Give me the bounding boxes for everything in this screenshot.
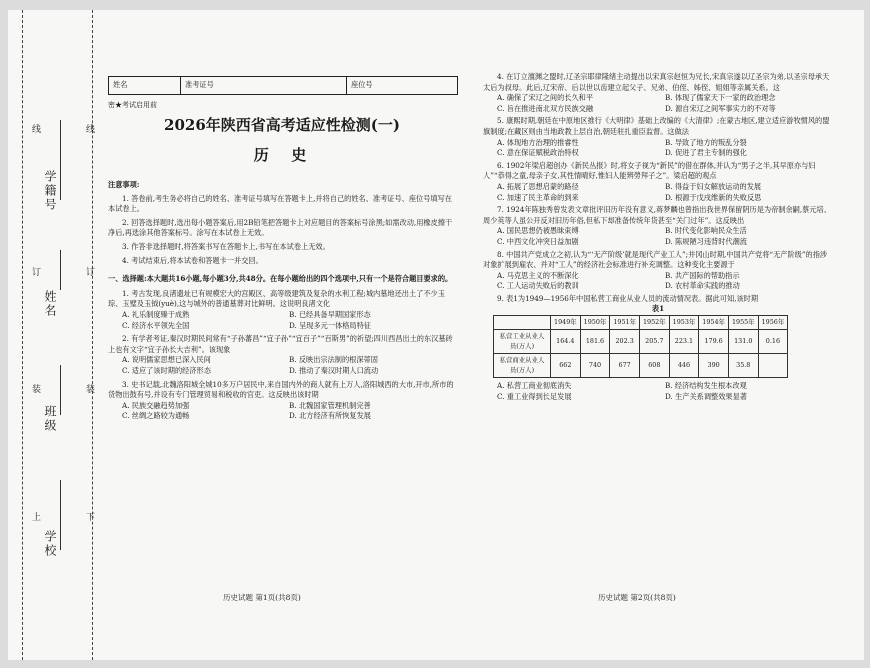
option-b[interactable]: B. 经济结构发生根本改观 bbox=[665, 381, 747, 391]
option-d[interactable]: D. 生产关系调整效果显著 bbox=[665, 391, 747, 401]
option-d[interactable]: D. 促进了君主专制的强化 bbox=[665, 148, 747, 158]
cut-mark-zhuang-right: 装 bbox=[86, 385, 96, 395]
info-exam-no-cell[interactable]: 准考证号 bbox=[181, 77, 347, 94]
question-stem: 6. 1902年梁启超创办《新民丛报》时,将女子视为“新民”的借在群体,并认为“男子之半,其早原亦与妇人”“恭得之童,母亲子女,其性情晴好,惟妇人能辨勞拜子之”。梁启超的观点 bbox=[483, 160, 816, 181]
left-column bbox=[108, 180, 456, 422]
cut-mark-line-right: 线 bbox=[86, 125, 96, 135]
option-c[interactable]: C. 丝绸之路较为通畅 bbox=[122, 411, 190, 421]
cut-mark-zhuang-left: 装 bbox=[32, 385, 42, 395]
cut-mark-line-left: 线 bbox=[32, 125, 42, 135]
option-c[interactable]: C. 工人运动失败后的教训 bbox=[497, 281, 579, 291]
cut-line-outer bbox=[22, 10, 23, 660]
fill-line-1 bbox=[60, 120, 61, 200]
name-label: 姓名 bbox=[43, 290, 57, 318]
table-year-cell: 1953年 bbox=[669, 316, 699, 330]
employment-table bbox=[493, 315, 788, 378]
option-a[interactable]: A. 体现地方治理的推睿性 bbox=[497, 137, 579, 147]
fill-line-2 bbox=[60, 250, 61, 290]
table-year-cell: 1951年 bbox=[610, 316, 640, 330]
right-column bbox=[483, 72, 833, 402]
question-9 bbox=[483, 294, 833, 402]
table-cell: 740 bbox=[580, 353, 610, 377]
option-d[interactable]: D. 呈现多元一体格局特征 bbox=[289, 320, 371, 330]
table-cell: 390 bbox=[699, 353, 729, 377]
option-b[interactable]: B. 共产国际的帮助指示 bbox=[665, 270, 740, 280]
question-8 bbox=[483, 250, 833, 292]
section-1-heading: 一、选择题:本大题共16小题,每小题3分,共48分。在每小题给出的四个选项中,只有一个是符合题目要求的。 bbox=[108, 274, 453, 284]
option-b[interactable]: B. 体现了儒家天下一家的政治理念 bbox=[665, 93, 776, 103]
question-7 bbox=[483, 205, 833, 247]
option-b[interactable]: B. 已经具备早期国家形态 bbox=[289, 309, 371, 319]
table-year-cell: 1956年 bbox=[758, 316, 788, 330]
option-c[interactable]: C. 加速了民主革命的到来 bbox=[497, 192, 579, 202]
option-c[interactable]: C. 旨在推进南北双方民族交融 bbox=[497, 103, 594, 113]
table-row bbox=[494, 329, 788, 353]
option-d[interactable]: D. 推动了秦汉时期人口流动 bbox=[289, 365, 379, 375]
table-corner-cell bbox=[494, 316, 551, 330]
table-cell: 35.8 bbox=[728, 353, 758, 377]
table-year-cell: 1950年 bbox=[580, 316, 610, 330]
option-b[interactable]: B. 得益于妇女解放运动的发展 bbox=[665, 181, 762, 191]
binding-margin bbox=[8, 10, 104, 660]
option-b[interactable]: B. 导致了地方的叛乱分裂 bbox=[665, 137, 747, 147]
option-d[interactable]: D. 农村革命实践的推动 bbox=[665, 281, 740, 291]
cut-mark-ding-left: 订 bbox=[32, 268, 42, 278]
fill-line-4 bbox=[60, 480, 61, 550]
question-stem: 1. 考古发现,良渚遗址已有规模宏大的宫殿区、高等级建筑及复杂的水利工程;城内墓地还出土了不少玉琮、玉璧及玉钺(yuè),这与城外的普通墓葬对比鲜明。这说明良渚文化 bbox=[108, 288, 445, 309]
notice-3: 3. 作答非选择题时,将答案书写在答题卡上,书写在本试卷上无效。 bbox=[122, 241, 330, 251]
question-stem: 2. 有学者考证,秦汉时期民间常有“子孙蕃昌”“宜子孙”“宜百子”“百斯男”的祈望;四川西昌出土的东汉墓砖上也有文字“宜子孙长大吉利”。该现象 bbox=[108, 334, 453, 354]
table-cell bbox=[758, 353, 788, 377]
option-c[interactable]: C. 经济水平领先全国 bbox=[122, 320, 190, 330]
table-cell: 223.1 bbox=[669, 329, 699, 353]
table-cell: 0.16 bbox=[758, 329, 788, 353]
question-2 bbox=[108, 334, 456, 376]
option-c[interactable]: C. 中西文化冲突日益加剧 bbox=[497, 236, 579, 246]
option-d[interactable]: D. 源自宋辽之间军事实力的不对等 bbox=[665, 103, 776, 113]
question-3 bbox=[108, 380, 456, 422]
option-b[interactable]: B. 北魏国家管理机制完善 bbox=[289, 400, 371, 410]
cut-line-inner bbox=[92, 10, 93, 660]
candidate-info-bar bbox=[108, 76, 458, 95]
fill-line-3 bbox=[60, 365, 61, 415]
option-a[interactable]: A. 马克思主义的不断深化 bbox=[497, 270, 579, 280]
exam-title: 2026年陕西省高考适应性检测(一) bbox=[164, 116, 400, 134]
table-year-cell: 1949年 bbox=[551, 316, 581, 330]
notice-title: 注意事项: bbox=[108, 180, 140, 189]
table-cell: 202.3 bbox=[610, 329, 640, 353]
option-d[interactable]: D. 陈规陋习违背时代潮流 bbox=[665, 236, 747, 246]
table-cell: 179.6 bbox=[699, 329, 729, 353]
notice-1: 1. 答卷前,考生务必将自己的姓名、准考证号填写在答题卡上,并将自己的姓名、准考证号、座位号填写在本试卷上。 bbox=[108, 193, 452, 214]
question-4 bbox=[483, 72, 833, 114]
question-stem: 3. 史书记载,北魏洛阳城全城10多万户居民中,来自国内外的商人就有上万人,洛阳城西的大市,开市,所市的货物出鼓有号,并设有专门管理贸易和税收的官吏。这反映出该时期 bbox=[108, 379, 454, 400]
table-year-cell: 1955年 bbox=[728, 316, 758, 330]
student-id-label: 学籍号 bbox=[43, 170, 57, 212]
table-cell: 205.7 bbox=[639, 329, 669, 353]
option-a[interactable]: A. 礼乐制度臻于成熟 bbox=[122, 309, 190, 319]
table-row-label: 私营工业从业人员(万人) bbox=[494, 329, 551, 353]
table-year-cell: 1954年 bbox=[699, 316, 729, 330]
question-stem: 4. 在订立澶渊之盟时,辽圣宗耶律隆绪主动提出以宋真宗赵恒为兄长,宋真宗遂以辽圣宗为弟,以圣宗母承天太后为叔母。此后,辽宋帝、后以世以齿建立起父子、兄弟、伯侄、姊侄、姐姐等亲属关系。这 bbox=[483, 72, 830, 92]
notice-2: 2. 回答选择题时,选出每小题答案后,用2B铅笔把答题卡上对应题目的答案标号涂黑;如需改动,用橡皮擦干净后,再选涂其他答案标号。涂写在本试卷上无效。 bbox=[108, 217, 453, 238]
cut-mark-ding-right: 订 bbox=[86, 268, 96, 278]
table-cell: 662 bbox=[551, 353, 581, 377]
secret-mark: 密★考试启用前 bbox=[108, 101, 157, 109]
footer-page-1: 历史试题 第1页(共8页) bbox=[223, 593, 301, 602]
option-d[interactable]: D. 北方经济有所恢复发展 bbox=[289, 411, 371, 421]
question-stem: 9. 表1为1949—1956年中国私营工商业从业人员的流动情况表。据此可知,该时期 bbox=[497, 293, 759, 303]
option-a[interactable]: A. 确保了宋辽之间的长久和平 bbox=[497, 93, 594, 103]
question-stem: 7. 1924年陈独秀曾发表文章批评旧历年没有意义,蒋梦麟也曾指出我世界保留阴历是为帝制余嗣,蔡元培、周少英等人虽公开反对旧历年俗,但私下却准备传统年货甚至“关门过年”。这反映出 bbox=[483, 205, 831, 225]
question-stem: 8. 中国共产党成立之初,认为“‘无产阶级’就是现代产业工人”;井冈山时期,中国共产党将“无产阶级”的指涉对象扩展到雇农、并对“工人”的经济社会标准进行补充调整。这种变化主要源于 bbox=[483, 249, 828, 270]
table-row bbox=[494, 353, 788, 377]
table-cell: 164.4 bbox=[551, 329, 581, 353]
table-title: 表1 bbox=[651, 304, 665, 314]
option-a[interactable]: A. 私营工商业彻底消失 bbox=[497, 381, 572, 391]
option-c[interactable]: C. 重工业得到长足发展 bbox=[497, 391, 572, 401]
option-b[interactable]: B. 反映出宗法制的根深蒂固 bbox=[289, 355, 378, 365]
option-a[interactable]: A. 民族交融趋势加强 bbox=[122, 400, 190, 410]
table-cell: 608 bbox=[639, 353, 669, 377]
option-a[interactable]: A. 国民思想仍被愚昧束缚 bbox=[497, 226, 579, 236]
table-cell: 131.0 bbox=[728, 329, 758, 353]
option-c[interactable]: C. 适应了该时期的经济形态 bbox=[122, 365, 211, 375]
exam-sheet bbox=[8, 10, 864, 660]
school-label: 学校 bbox=[43, 530, 57, 558]
class-label: 班级 bbox=[43, 405, 57, 433]
table-header-row bbox=[494, 316, 788, 330]
question-1 bbox=[108, 289, 456, 331]
table-cell: 446 bbox=[669, 353, 699, 377]
info-seat-cell[interactable]: 座位号 bbox=[351, 80, 373, 89]
table-year-cell: 1952年 bbox=[639, 316, 669, 330]
option-a[interactable]: A. 拓展了思想启蒙的路径 bbox=[497, 181, 579, 191]
cut-mark-down: 下 bbox=[86, 513, 96, 523]
footer-page-2: 历史试题 第2页(共8页) bbox=[598, 593, 676, 602]
notice-4: 4. 考试结束后,将本试卷和答题卡一并交回。 bbox=[122, 255, 263, 265]
question-5 bbox=[483, 116, 833, 158]
option-b[interactable]: B. 时代变化影响民众生活 bbox=[665, 226, 747, 236]
cut-mark-up: 上 bbox=[32, 513, 42, 523]
option-a[interactable]: A. 说明儒家思想已深入民间 bbox=[122, 355, 211, 365]
option-c[interactable]: C. 意在保证赋税政治特权 bbox=[497, 148, 579, 158]
subject-title: 历 史 bbox=[253, 146, 311, 164]
table-row-label: 私营商业从业人员(万人) bbox=[494, 353, 551, 377]
question-6 bbox=[483, 161, 833, 203]
table-cell: 677 bbox=[610, 353, 640, 377]
table-cell: 181.6 bbox=[580, 329, 610, 353]
question-stem: 5. 康熙时期,朝廷在中原地区推行《大明律》基础上改编的《大清律》;在蒙古地区,建立适应游牧惯风的盟旗制度;在藏区则由当地政教上层自治,朝廷驻扎重臣监督。这做法 bbox=[483, 116, 830, 136]
option-d[interactable]: D. 根源于戊戌维新的失败反思 bbox=[665, 192, 762, 202]
info-name-cell[interactable]: 姓名 bbox=[109, 77, 181, 94]
